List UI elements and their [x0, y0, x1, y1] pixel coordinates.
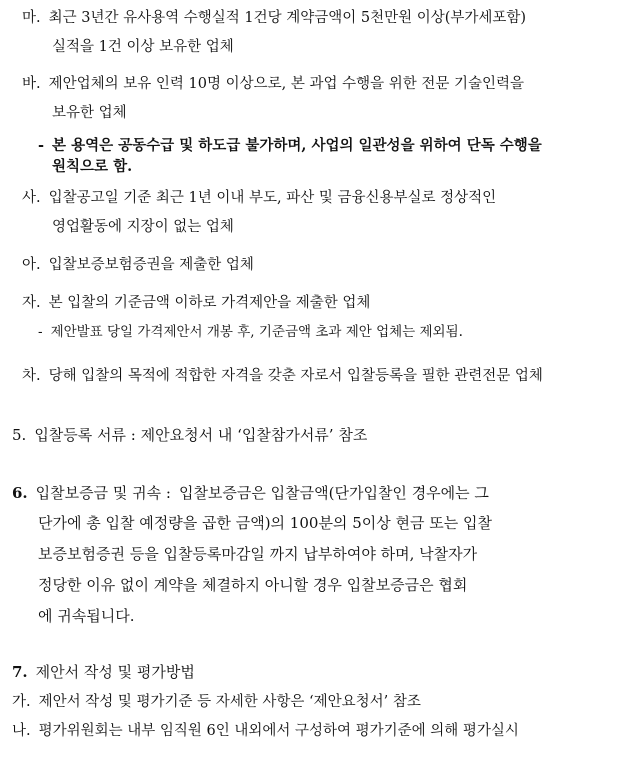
item-ma-line-2: 실적을 1건 이상 보유한 업체 — [52, 39, 234, 55]
section-6-title: 입찰보증금 및 귀속 : — [35, 484, 171, 502]
note-price-marker: - — [38, 324, 43, 340]
item-ja-text-1: 본 입찰의 기준금액 이하로 가격제안을 제출한 업체 — [48, 295, 371, 311]
section-7-number: 7. — [12, 663, 28, 681]
item-a-marker: 아. — [22, 257, 41, 273]
section-6-first-line: 입찰보증금은 입찰금액(단가입찰인 경우에는 그 — [178, 484, 489, 502]
note-joint-text-1: 본 용역은 공동수급 및 하도급 불가하며, 사업의 일관성을 위하여 단독 수행을 — [52, 137, 542, 154]
item-sa-text-1: 입찰공고일 기준 최근 1년 이내 부도, 파산 및 금융신용부실로 정상적인 — [48, 190, 497, 206]
section-7-item-na-text: 평가위원회는 내부 임직원 6인 내외에서 구성하여 평가기준에 의해 평가실시 — [38, 723, 519, 739]
item-ma-line-1 — [22, 8, 617, 28]
item-sa-marker: 사. — [22, 190, 41, 206]
section-6-line-5: 에 귀속됩니다. — [38, 607, 135, 625]
section-7-item-ga-text: 제안서 작성 및 평가기준 등 자세한 사항은 ‘제안요청서’ 참조 — [38, 694, 421, 710]
item-ma-text-1: 최근 3년간 유사용역 수행실적 1건당 계약금액이 5천만원 이상(부가세포함) — [48, 10, 527, 26]
note-joint-marker: - — [38, 137, 45, 154]
note-price-line-1 — [38, 322, 463, 342]
section-6-line-2: 단가에 총 입찰 예정량을 곱한 금액)의 100분의 5이상 현금 또는 입찰 — [38, 514, 492, 532]
section-7-heading — [12, 662, 195, 682]
item-ba-marker: 바. — [22, 76, 41, 92]
item-ba-line-2: 보유한 업체 — [52, 105, 127, 121]
item-sa-line-2: 영업활동에 지장이 없는 업체 — [52, 219, 234, 235]
item-a-line-1 — [22, 255, 254, 275]
note-price-text-1: 제안발표 당일 가격제안서 개봉 후, 기준금액 초과 제안 업체는 제외됨. — [50, 324, 463, 340]
section-6-line-3: 보증보험증권 등을 입찰등록마감일 까지 납부하여야 하며, 낙찰자가 — [38, 545, 478, 563]
item-ba-text-1: 제안업체의 보유 인력 10명 이상으로, 본 과업 수행을 위한 전문 기술인력을 — [48, 76, 524, 92]
item-a-text-1: 입찰보증보험증권을 제출한 업체 — [48, 257, 254, 273]
item-ja-line-1 — [22, 293, 370, 313]
section-7-item-ga — [12, 692, 421, 712]
section-6-line-1 — [12, 483, 489, 503]
section-6-number: 6. — [12, 484, 28, 502]
item-ba-line-1 — [22, 74, 617, 94]
section-7-title: 제안서 작성 및 평가방법 — [35, 663, 195, 681]
section-7-item-na-marker: 나. — [12, 723, 31, 739]
section-7-item-ga-marker: 가. — [12, 694, 31, 710]
item-ja-marker: 자. — [22, 295, 41, 311]
item-sa-line-1 — [22, 188, 617, 208]
note-joint-line-2: 원칙으로 함. — [52, 158, 133, 175]
item-cha-marker: 차. — [22, 368, 41, 384]
section-5-heading — [12, 425, 367, 445]
section-6-line-4: 정당한 이유 없이 계약을 체결하지 아니할 경우 입찰보증금은 협회 — [38, 576, 468, 594]
section-5-number: 5. — [12, 426, 27, 444]
section-5-text: 입찰등록 서류 : 제안요청서 내 ‘입찰참가서류’ 참조 — [34, 426, 368, 444]
note-joint-line-1 — [38, 136, 618, 156]
item-cha-line-1 — [22, 366, 543, 386]
item-ma-marker: 마. — [22, 10, 41, 26]
section-7-item-na — [12, 721, 519, 741]
item-cha-text-1: 당해 입찰의 목적에 적합한 자격을 갖춘 자로서 입찰등록을 필한 관련전문 업체 — [48, 368, 543, 384]
